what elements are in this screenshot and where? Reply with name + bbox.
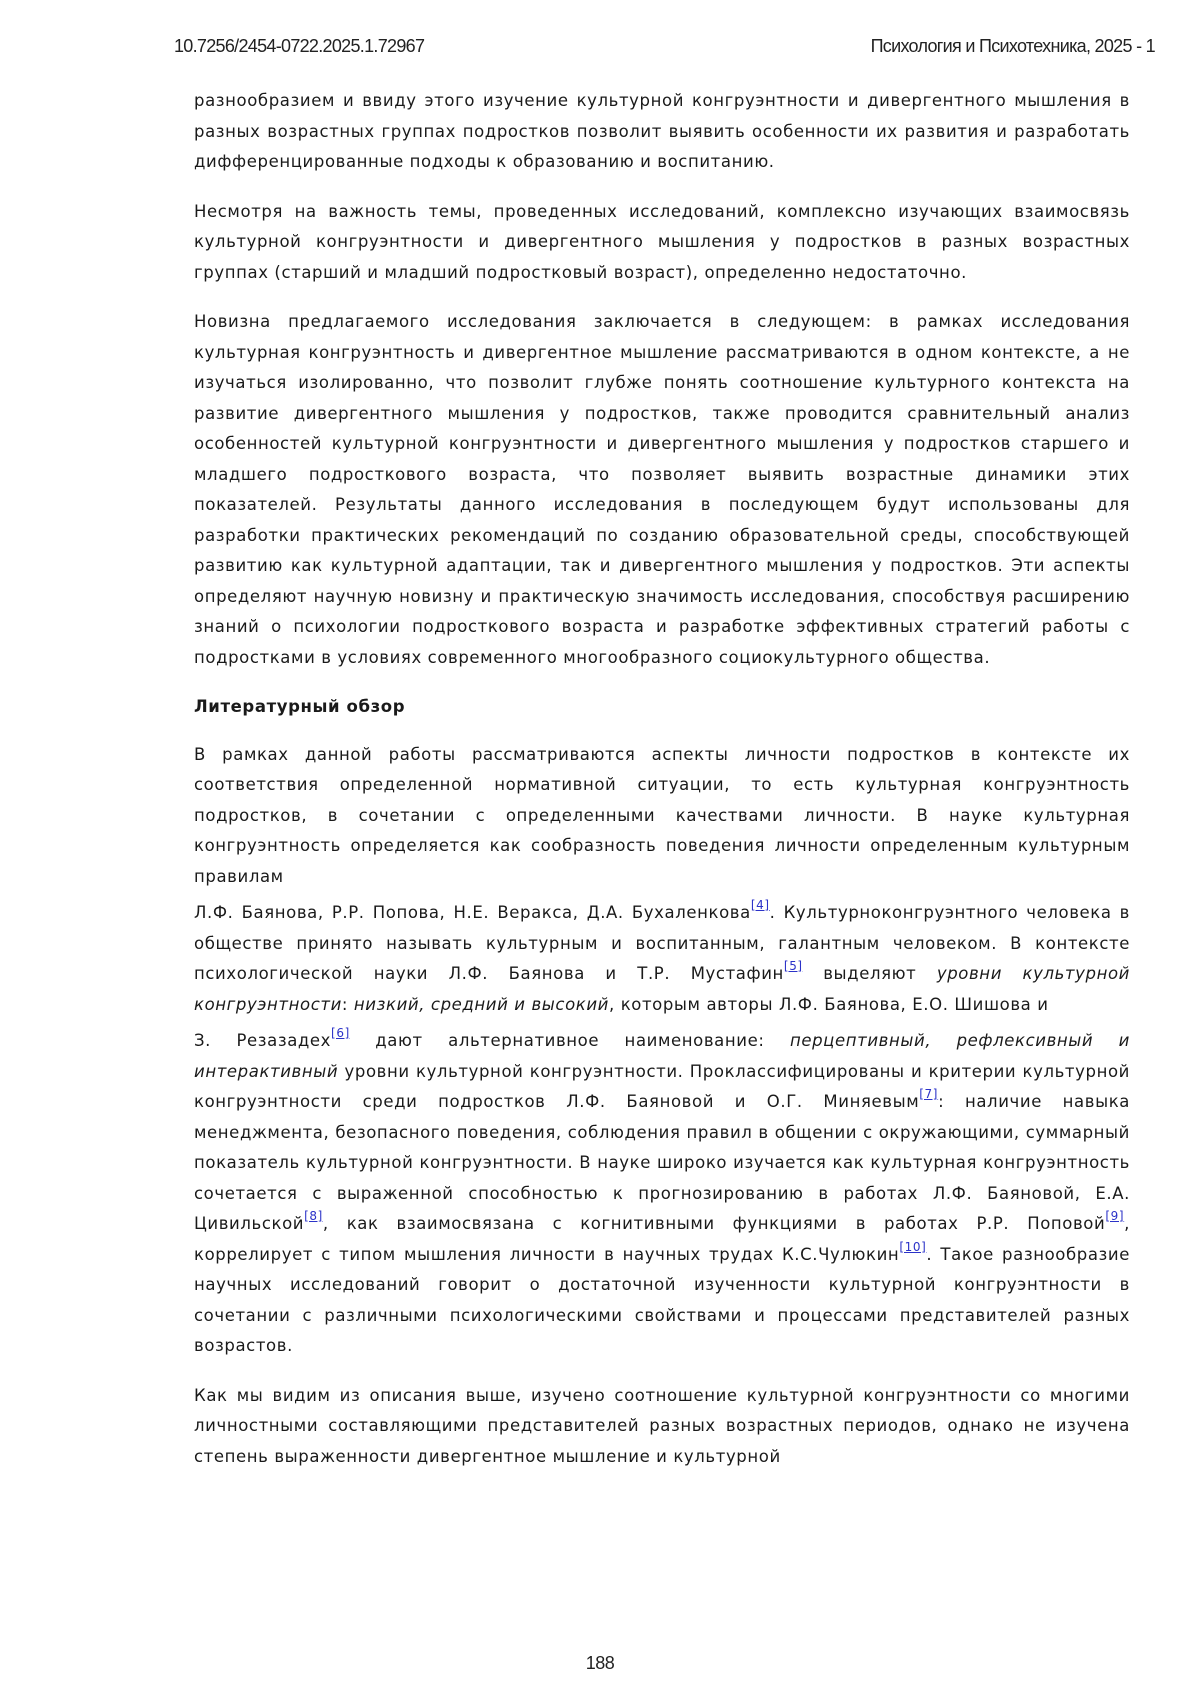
citation-link[interactable]: [6]	[331, 1026, 350, 1040]
citation-9[interactable]	[1105, 1209, 1124, 1223]
paragraph-2: Несмотря на важность темы, проведенных исследований, комплексно изучающих взаимосвязь культурной конгруэнтности и дивергентного мышления у подростков в разных возрастных группах (старший и младший подростковый возраст), определенно недостаточно.	[194, 197, 1130, 289]
page-header	[174, 36, 1155, 60]
citation-7[interactable]	[919, 1087, 938, 1101]
citation-6[interactable]	[331, 1026, 350, 1040]
citation-10[interactable]	[899, 1240, 926, 1254]
section-heading: Литературный обзор	[194, 692, 1130, 723]
text-span: , коррелирует с типом мышления личности в научных трудах К.С.Чулюкин	[194, 1214, 1130, 1264]
text-span: , которым авторы Л.Ф. Баянова, Е.О. Шишова и	[609, 995, 1049, 1014]
text-span: :	[342, 995, 354, 1014]
text-span: , как взаимосвязана с когнитивными функциями в работах Р.Р. Поповой	[323, 1214, 1105, 1233]
text-span: выделяют	[803, 964, 937, 983]
text-span: . Такое разнообразие научных исследований говорит о достаточной изученности культурной конгруэнтности в сочетании с различными психологическими свойствами и процессами представителей разных возрастов.	[194, 1245, 1130, 1356]
page-number: 188	[0, 1653, 1200, 1674]
text-span: Л.Ф. Баянова, Р.Р. Попова, Н.Е. Веракса, Д.А. Бухаленкова	[194, 903, 751, 922]
doi-label: 10.7256/2454-0722.2025.1.72967	[174, 36, 424, 57]
text-span: . Культурноконгруэнтного человека в обществе принято называть культурным и воспитанным, галантным человеком. В контексте психологической науки Л.Ф. Баянова и Т.Р. Мустафин	[194, 903, 1130, 983]
article-body	[194, 86, 1130, 1491]
citation-link[interactable]: [4]	[751, 898, 770, 912]
paragraph-authors	[194, 898, 1130, 1020]
paragraph-levels	[194, 1026, 1130, 1362]
citation-link[interactable]: [7]	[919, 1087, 938, 1101]
paragraph-literature-intro: В рамках данной работы рассматриваются аспекты личности подростков в контексте их соответствия определенной нормативной ситуации, то есть культурная конгруэнтность подростков, в сочетании с определенными качествами личности. В науке культурная конгруэнтность определяется как сообразность поведения личности определенным культурным правилам	[194, 740, 1130, 893]
paragraph-novelty: Новизна предлагаемого исследования заключается в следующем: в рамках исследования культурная конгруэнтность и дивергентное мышление рассматриваются в одном контексте, а не изучаться изолированно, что позволит глубже понять соотношение культурного контекста на развитие дивергентного мышления у подростков, также проводится сравнительный анализ особенностей культурной конгруэнтности и дивергентного мышления у подростков старшего и младшего подросткового возраста, что позволяет выявить возрастные динамики этих показателей. Результаты данного исследования в последующем будут использованы для разработки практических рекомендаций по созданию образовательной среды, способствующей развитию как культурной адаптации, так и дивергентного мышления у подростков. Эти аспекты определяют научную новизну и практическую значимость исследования, способствуя расширению знаний о психологии подросткового возраста и разработке эффективных стратегий работы с подростками в условиях современного многообразного социокультурного общества.	[194, 307, 1130, 673]
citation-8[interactable]	[304, 1209, 323, 1223]
italic-text: уровни культурной конгруэнтности	[194, 964, 1130, 1014]
citation-link[interactable]: [10]	[899, 1240, 926, 1254]
citation-link[interactable]: [9]	[1105, 1209, 1124, 1223]
paragraph-conclusion: Как мы видим из описания выше, изучено соотношение культурной конгруэнтности со многими личностными составляющими представителей разных возрастных периодов, однако не изучена степень выраженности дивергентное мышление и культурной	[194, 1381, 1130, 1473]
citation-5[interactable]	[784, 959, 803, 973]
journal-title: Психология и Психотехника, 2025 - 1	[871, 36, 1155, 57]
citation-link[interactable]: [5]	[784, 959, 803, 973]
italic-text: перцептивный, рефлексивный и интерактивный	[194, 1031, 1130, 1081]
citation-link[interactable]: [8]	[304, 1209, 323, 1223]
citation-4[interactable]	[751, 898, 770, 912]
text-span: дают альтернативное наименование:	[350, 1031, 790, 1050]
text-span: уровни культурной конгруэнтности. Проклассифицированы и критерии культурной конгруэнтности среди подростков Л.Ф. Баяновой и О.Г. Миняевым	[194, 1062, 1130, 1112]
text-span: : наличие навыка менеджмента, безопасного поведения, соблюдения правил в общении с окружающими, суммарный показатель культурной конгруэнтности. В науке широко изучается как культурная конгруэнтность сочетается с выраженной способностью к прогнозированию в работах Л.Ф. Баяновой, Е.А. Цивильской	[194, 1092, 1130, 1233]
italic-text: низкий, средний и высокий	[354, 995, 609, 1014]
text-span: З. Резазадех	[194, 1031, 331, 1050]
paragraph-1: разнообразием и ввиду этого изучение культурной конгруэнтности и дивергентного мышления в разных возрастных группах подростков позволит выявить особенности их развития и разработать дифференцированные подходы к образованию и воспитанию.	[194, 86, 1130, 178]
